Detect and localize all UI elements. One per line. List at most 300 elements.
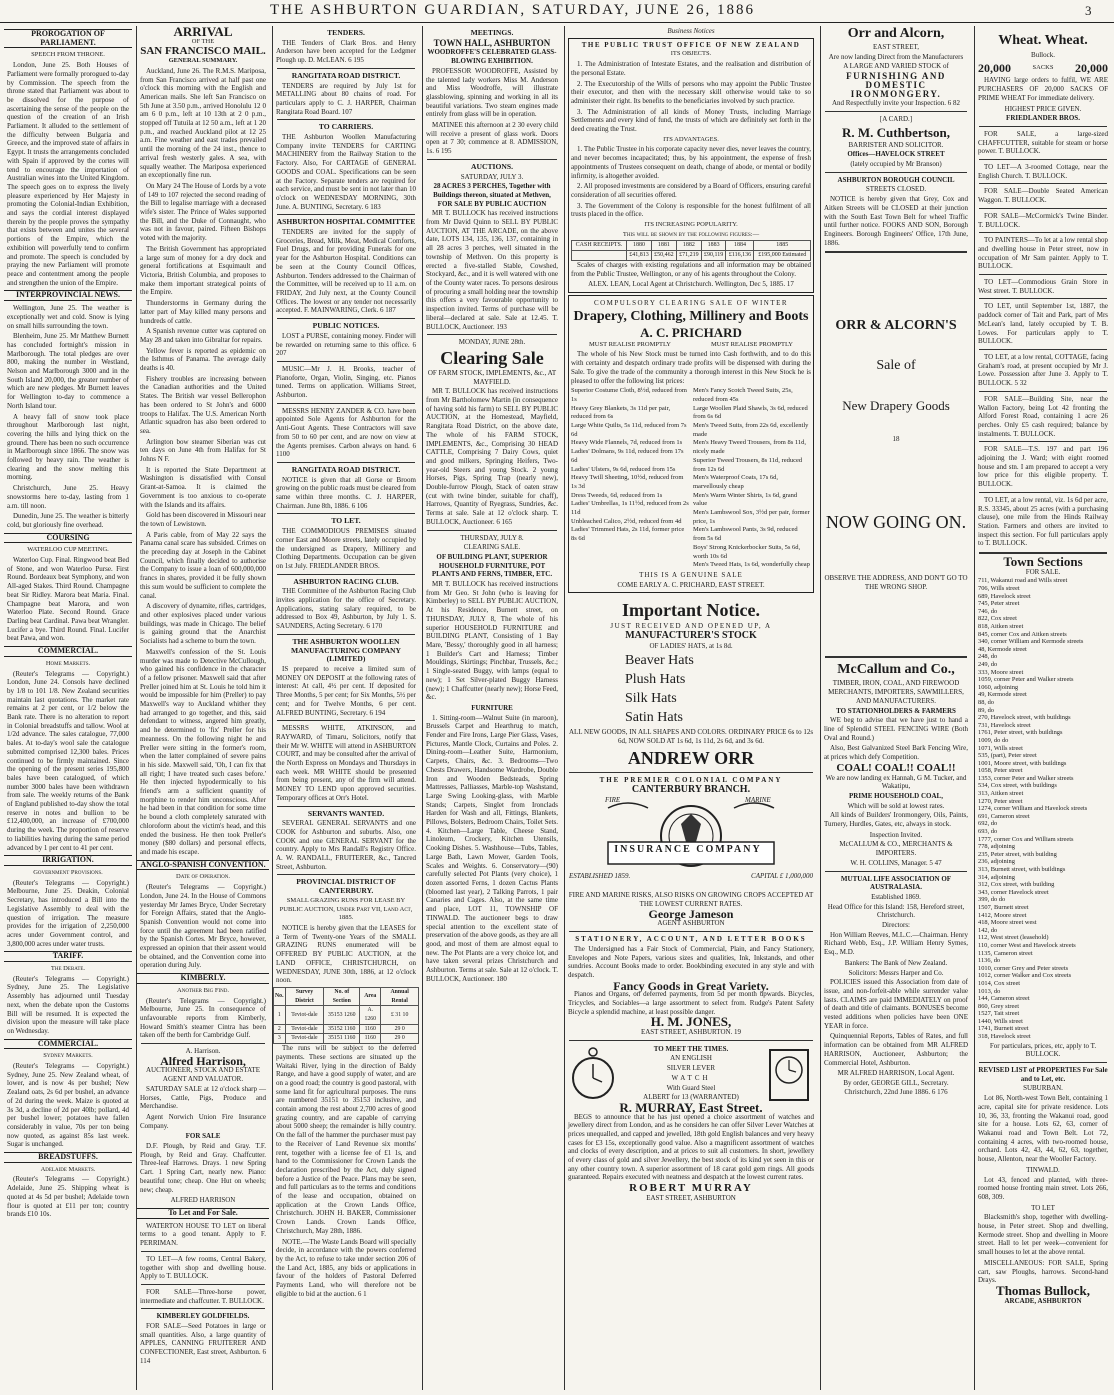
article-paragraph: Christchurch, June 25. Heavy snowstorms here to-day, lasting from 1 a.m. till noon. <box>7 484 129 510</box>
table-header: 1885 <box>754 241 811 251</box>
ad-title: Drapery, Clothing, Millinery and Boots <box>573 308 809 324</box>
sacks-count: 20,000 <box>978 60 1011 75</box>
headline-tariff: TARIFF. <box>4 951 132 962</box>
article-paragraph: (Reuter's Telegrams — Copyright.) Adelaide, June 25. Shipping wheat is quoted at 4s 5d per bushel; Adelaide town flour is quoted at £11 per ton; country brands £10 10s. <box>7 1175 129 1219</box>
ad-heading: THIS IS A GENUINE SALE <box>639 570 743 579</box>
ad-text: Agent Norwich Union Fire Insurance Company. <box>140 1112 266 1130</box>
list-item: 112, West street (leasehold) <box>978 934 1049 942</box>
subhead: ITS INCREASING POPULARITY. <box>644 221 738 229</box>
table-cell: 1160 <box>360 1034 381 1044</box>
list-item: Superior Costume Cloth, 8½d, reduced from 1s <box>571 387 687 403</box>
ad-heading: STATIONERY, ACCOUNT, AND LETTER BOOKS <box>575 935 807 944</box>
ad-text: Offices—HAVELOCK STREET <box>847 150 945 159</box>
list-item: 236, adjoining <box>978 858 1015 866</box>
ad-name: R. MURRAY, East Street. <box>619 1099 763 1115</box>
town-sections-list <box>975 577 1111 1040</box>
list-item: 535, (part), Peter street <box>978 752 1037 760</box>
ad-text: 3. The Administration of all kinds of Money Trusts, including Marriage Settlements and every kind of fund, the trusts of which are definitely set forth in the deed creating the Trust. <box>571 107 811 134</box>
list-item: 1270, Peter street <box>978 797 1023 805</box>
important-notice-title: Important Notice. <box>622 600 760 621</box>
list-item: 48, Kermode street <box>978 645 1027 653</box>
list-item: 1412, Moore street <box>978 911 1027 919</box>
ad-text: MR T. BULLOCK has received instructions from Mr Geo. St John (who is leaving for Kimberley) to SELL BY PUBLIC AUCTION, At his Residence, Burnett street, on THURSDAY, JULY 8, The whole of his superior HOUSEHOLD FURNITURE and BUILDING PLANT, Consisting of 1 Bay Mare, 'Bessy,' thoroughly good in all harness; 1 Builder's Cart and Harness; Timber Mouldings, Skirtings; Pinchbar, Trussels, &c.; 1 Single-seated Buggy, with lamps (equal to new); 1 Set Silver-plated Buggy Harness (new); 1 Chaffcutter (nearly new); Horse Feed, &c. <box>426 580 558 702</box>
table-cell: 1160 <box>360 1024 381 1034</box>
ad-title: Town Sections <box>1003 554 1083 570</box>
ad-text: LOST a PURSE, containing money. Finder will be rewarded on returning same to this office. 6 207 <box>276 331 416 358</box>
ad-text: Pianos and Organs, on deferred payments, from 5d per month upwards. Bicycles, Tricycles, and Sociables—a large assortment to select from. Rudge's Patent Safety Bicycle a splendid machine, at least possible danger. <box>568 990 814 1016</box>
ad-text: 1. Sitting-room—Walnut Suite (in maroon), Brussels Carpet and Hearthrug to match, Fender and Fire Irons, Large Pier Glass, Vases, Pictures, Mantle Clock, Curtains and Poles. 2. Dining-room—Leather Suite, Harmonium, Carpets, Chairs, &c. 3. Bedrooms—Two Chests Drawers, Handsome Wardrobe, Double Iron and Wooden Bedsteads, Spring Mattresses, Palliasses, Marble-top Washstand, Large Swing Looking-glass, with Marble Stands; Carpets, Singlet from Ironclads Harden for Wash and all, Fittings, Blankets, Pillows, Bolsters, Bedroom Chairs, Toilet Sets. 4. Kitchen—Large Table, Cheese Stand, Linoleum, Crockery, Kitchen Utensils, Cooking Dishes. 5. Washhouse—Tubs, Tables, Large Bath, Lawn Mower, Garden Tools, Scales and Weights. 6. Conservatory—(90) carefully selected Pot Plants (very choice), 1 dozen assorted Ferns, 1 dozen Cactus Plants (bloomed last year), 2 Talking Parrots, 1 pair Canaries and Cages. Also, at the same time and place, LOT 11, TOWNSHIP OF TINWALD. The auctioneer begs to draw special attention to the excellent state of preservation of the above goods, as they are all good, and most of them are almost equal to new. The Pot Plants are a very choice lot, and have taken several prizes Christchurch and Ashburton. Terms at sale. Sale at 12 o'clock. T. BULLOCK, Auctioneer. 180 <box>426 713 558 983</box>
ad-heading: THE PREMIER COLONIAL COMPANY <box>599 775 783 784</box>
ad-text: MATINEE this afternoon at 2 30 every child will receive a present of glass work. Doors open at 7 30; commence at 8. ADMISSION, 1s. 6 195 <box>426 121 558 156</box>
ad-text: NOTICE is hereby given that the LEASES for a Term of Twenty-one Years of the SMALL GRAZING RUNS enumerated will be OFFERED BY PUBLIC AUCTION, at the LAND OFFICE, CHRISTCHURCH, on WEDNESDAY, JUNE 30th, 1886, at 12 o'clock noon. <box>276 923 416 985</box>
page-number: 3 <box>1085 3 1092 18</box>
ad-text: SEVERAL GENERAL SERVANTS and one COOK for Ashburton and suburbs. Also, one COOK and one GENERAL SERVANT for the country. Apply to Mrs Randall's Registry Office. A. W. RANDALL, FRUITERER, &c., Tancred Street, Ashburton. <box>276 819 416 871</box>
table-header: No. <box>274 987 286 1005</box>
ad-signature: W. H. COLLINS, Manager. 5 47 <box>850 858 942 867</box>
list-item: 778, adjoining <box>978 843 1015 851</box>
ad-townhall: TOWN HALL, ASHBURTON <box>433 37 551 48</box>
newspaper-title: THE ASHBURTON GUARDIAN, SATURDAY, JUNE 26, 1886 <box>270 2 755 18</box>
list-item: 1012, corner Walker and Cox streets <box>978 972 1072 980</box>
ad-text: POLICIES issued this Association from date of issue, and non-forfeit-able while surrender value lasts. CLAIMS are paid IMMEDIATELY on proof of death and title of claimants. BONUSES become vested additions when policies have been ONE YEAR in force. <box>824 978 968 1030</box>
ad-heading: Fancy Goods in Great Variety. <box>613 978 769 993</box>
ad-text: THE Committee of the Ashburton Racing Club invites application for the office of Secretary. Applications, stating salary required, to be addressed to Box 49, Ashburton, by July 1. S. SAUNDERS, Acting Secretary. 6 170 <box>276 587 416 631</box>
ad-text: ARCADE, ASHBURTON <box>1004 1296 1082 1305</box>
table-header: 1883 <box>701 241 726 251</box>
table-header: 1884 <box>726 241 754 251</box>
ad-heading: OF BUILDING PLANT, SUPERIOR HOUSEHOLD FURNITURE, POT PLANTS AND FERNS, TIMBER, ETC. <box>431 552 553 579</box>
masthead <box>0 0 1114 23</box>
ad-text: MESSRS HENRY ZANDER & CO. have been appointed Sole Agents for Ashburton for the Anti-Gout Agents. These Contractors will save from 50 to 60 per cent, and are now on view at the Agents premises. Carbon always on hand. 6 1100 <box>276 406 416 459</box>
ad-clearing-sale: Clearing Sale <box>440 347 544 368</box>
list-item: 1353, corner Peter and Walker streets <box>978 774 1074 782</box>
ad-text: OBSERVE THE ADDRESS, AND DON'T GO TO THE WRONG SHOP. <box>824 574 968 591</box>
table-cell: £71,219 <box>676 251 701 261</box>
ad-text: NOTICE is hereby given that Grey, Cox and Aitken Streets will be CLOSED at their junction with the South East Town Belt for wheel Traffic until further notice. FOOKS AND SON, Borough Engineers. Borough Engineers' Office, 17th June, 1886. <box>824 195 968 247</box>
headline-interprovincial: INTERPROVINCIAL NEWS. <box>4 290 132 301</box>
ad-text: The whole of his New Stock must be turned into Cash forthwith, and to do this with certainty and despatch ordinary trade profits will be dispensed with during the Sale. To give the trade of the community a thorough interest in this New Stock he is pleased to offer the following list prices: <box>571 350 811 385</box>
hat-type: Plush Hats <box>625 672 686 688</box>
list-item: 312, Cox street, with building <box>978 881 1055 889</box>
ad-text: FOR SALE—T.S. 197 and part 196 adjoining the J. Ward; with eight roomed house and stn. I am prepared to accept a very low price for this eligible property. T. BULLOCK. <box>978 445 1108 489</box>
ad-text: THE Tenders of Clark Bros. and Henry Anderson have been accepted for the Ledgmer Plough up. D. McLEAN. 6 195 <box>276 38 416 65</box>
ad-text: Inspection Invited. <box>869 830 923 839</box>
list-item: 314, adjoining <box>978 873 1015 881</box>
list-item: 746, do <box>978 607 998 615</box>
article-paragraph: Yellow fever is reported as epidemic on the Isthmus of Panama. The average daily deaths is 40. <box>140 346 266 373</box>
ad-text: WE beg to advise that we have just to hand a line of Splendid STEEL FENCING WIRE (Both Oval and Round.) <box>824 716 968 742</box>
ad-text: HIGHEST PRICE GIVEN. <box>1004 104 1082 113</box>
list-item: 711, Wakanui road and Wills street <box>978 577 1068 585</box>
list-item: 235, Peter street, with building <box>978 850 1057 858</box>
section-heading: MEETINGS. <box>470 28 514 37</box>
table-header: 1880 <box>627 241 652 251</box>
ad-heading: ASHBURTON BOROUGH COUNCIL <box>837 175 955 184</box>
list-item: 745, Peter street <box>978 600 1020 608</box>
list-item: 270, Havelock street, with buildings <box>978 714 1071 722</box>
list-item: Men's Lambswool Sox, 3½d per pair, former price, 1s <box>693 509 810 525</box>
ad-text: Head Office for this Island: 158, Hereford street, Christchurch. <box>827 902 965 920</box>
list-item: 1009, do do <box>978 736 1009 744</box>
pocket-watch-icon <box>568 1044 618 1104</box>
emblem-marine-label: MARINE <box>745 796 771 805</box>
table-cell: 1 <box>274 1006 286 1024</box>
ad-title: Wheat. Wheat. <box>998 33 1088 48</box>
ad-name: A. C. PRICHARD <box>640 324 742 340</box>
list-item: 693, do <box>978 828 998 836</box>
ad-heading: TINWALD. <box>1026 1165 1060 1174</box>
two-column-block <box>571 340 811 351</box>
table-cell: 29 0 <box>381 1034 419 1044</box>
ad-text: PROFESSOR WOODROFFE, Assisted by the talented lady workers Miss M. Anderson and Miss Woodroffe, will illustrate glassblowing, spinning and working in all its beautiful variations. Two steam engines made entirely from glass will be in operation. <box>426 66 558 119</box>
subhead: Sydney Markets. <box>43 1052 93 1060</box>
ad-text: FOR SALE. <box>1025 567 1061 576</box>
ad-heading: MUST REALISE PROMPTLY <box>589 340 671 348</box>
ad-text: TO LET—Commodious Grain Store in West street. T. BULLOCK. <box>978 278 1108 295</box>
ad-text: Solicitors: Messrs Harper and Co. <box>848 968 944 977</box>
hat-type: Beaver Hats <box>625 653 694 669</box>
table-header: Area <box>360 987 381 1005</box>
emblem-fire-label: FIRE <box>605 796 621 805</box>
ad-text: MR T. BULLOCK has received instructions from Mr Bartholomew Martin (in consequence of having sold his farm) to SELL BY PUBLIC AUCTION, at the Homestead, Mayfield, Rangitata Road District, on the above date, The whole of his FARM STOCK, IMPLEMENTS, &c., Comprising 30 HEAD CATTLE, Comprising 7 Dairy Cows, quiet and good milkers, Springing Heifers, Two-year-old Steers and young Stock. 2 young Horses, Pigs, Spring Trap (nearly new), Double-furrow Plough, Stack of oaten straw (cut with twine binder, suitable for chaff), Harrows, Quantity of Ryegrass, Sundries, &c. Terms at sale. Sale at 12 o'clock sharp. T. BULLOCK, Auctioneer. 6 165 <box>426 387 558 526</box>
subhead: This will be shown by the following figures:— <box>622 230 760 238</box>
ad-heading: PRIME HOUSEHOLD COAL, <box>849 791 943 800</box>
headline-commercial: COMMERCIAL. <box>4 646 132 657</box>
ad-text: MUSIC—Mr J. H. Brooks, teacher of Pianoforte, Organ, Violin, Singing, etc. Pianos tuned. Terms on application. Williams Street, Ashburton. <box>276 364 416 400</box>
section-heading: PROVINCIAL DISTRICT OF CANTERBURY. <box>296 877 396 896</box>
table-cell: 2 <box>274 1024 286 1034</box>
column-5 <box>564 26 817 1390</box>
headline-mail: SAN FRANCISCO MAIL. <box>140 45 266 58</box>
ad-name: H. M. JONES, <box>650 1014 732 1030</box>
subhead: Date of Operation. <box>176 873 230 881</box>
headline-convention: ANGLO-SPANISH CONVENTION. <box>137 860 269 871</box>
ad-text: THE Ashburton Woollen Manufacturing Company invite TENDERS for CARTING MACHINERY from the Railway Station to the Factory. Also, For CARTAGE of GENERAL GOODS and COAL. Specifications can be seen at the Factory. Separate tenders are required for each service, and must be sent in not later than 10 o'clock on WEDNESDAY MORNING, 30th June. A. BUNTING, Secretary. 6 183 <box>276 133 416 211</box>
ad-text: Established 1869. <box>871 892 921 901</box>
article-paragraph: A discovery of dynamite, rifles, cartridges, and other explosives placed under various buildings, was made in Chicago. The belief is gaining ground that the Anarchist Socialists had a scheme to burn the town. <box>140 602 266 646</box>
subhead: The Debate. <box>50 965 86 973</box>
ad-text: HAVING large orders to fulfil, WE ARE PURCHASERS OF 20,000 SACKS OF PRIME WHEAT For immediate delivery. <box>978 76 1108 102</box>
ad-text: TO LET—A few rooms, Central Bakery, together with shop and dwelling house. Apply to T. BULLOCK. <box>140 1254 266 1281</box>
clock-icon <box>764 1044 814 1104</box>
list-item: Ladies' Trimmed Hats, 2s 11d, former price 8s 6d <box>571 526 685 543</box>
list-item: Unbleached Calico, 2½d, reduced from 4d <box>571 517 682 525</box>
list-item: 1777, corner Cox and William streets <box>978 835 1074 843</box>
ad-text: TO LET—A 3-roomed Cottage, near the English Church. T. BULLOCK. <box>978 163 1108 180</box>
section-heading: TO LET. <box>331 516 361 526</box>
headline-tolet: To Let and For Sale. <box>137 1208 269 1219</box>
article-paragraph: (Reuter's Telegrams — Copyright.) Sydney, June 25. The Legislative Assembly has adjourned until Tuesday next, when the debate upon the Customs Bill will be resumed. It is expected the division upon the measure will take place on Wednesday. <box>7 974 129 1035</box>
ad-text: [A CARD.] <box>879 114 913 123</box>
list-item: Dress Tweeds, 6d, reduced from 1s <box>571 491 663 499</box>
subhead: WATERLOO CUP MEETING. <box>27 546 109 554</box>
ad-text: Bullock. <box>1031 51 1055 59</box>
list-item: 418, Moore street west <box>978 919 1037 927</box>
subhead: Government Provisions. <box>33 868 103 876</box>
headline-kimberly: KIMBERLY. <box>137 973 269 984</box>
table-cell: 35152 1160 <box>324 1024 360 1034</box>
list-item: 818, Aitken street <box>978 623 1024 631</box>
ad-heading: COMPULSORY CLEARING SALE OF WINTER <box>593 298 789 307</box>
sacks-count: 20,000 <box>1075 60 1108 75</box>
column-7 <box>974 26 1111 1390</box>
ad-text: NOTICE is given that all Gorse or Broom growing on the public roads must be cleared from same within three months. C. J. HARPER, Chairman. June 8th, 1886. 6 106 <box>276 475 416 510</box>
ad-heading: MANUFACTURER'S STOCK <box>625 630 757 642</box>
list-item: 1014, Cox street <box>978 979 1021 987</box>
price-list-left <box>571 387 689 570</box>
ad-heading: TO STATIONHOLDERS & FARMERS <box>836 706 956 715</box>
ad-text: Quinquennial Reports, Tables of Rates, and full information can be obtained from MR ALFRED HARRISON, Auctioneer, Ashburton; the Commercial Hotel, Ashburton. <box>824 1032 968 1067</box>
ad-heading: New Drapery Goods <box>842 398 950 414</box>
article-paragraph: On Mary 24 The House of Lords by a vote of 149 to 107 rejected the second reading of the Bill to legalise marriage with a deceased wife's sister. The Prince of Wales supported the Bill, and the Duke of Connaught, who was not in favour, paired. Fifteen Bishops voted with the majority. <box>140 181 266 243</box>
ad-text: 1. The Administration of Intestate Estates, and the realisation and distribution of the personal Estate. <box>571 60 811 77</box>
list-item: 1136, do <box>978 957 1001 965</box>
list-item: Men's Heavy Tweed Trousers, from 8s 11d, nicely made <box>693 439 807 456</box>
table-row <box>274 1034 419 1044</box>
list-item: 110, corner West and Havelock streets <box>978 941 1076 949</box>
ad-text: TO LET, at a low rental, COTTAGE, facing Graham's road, at present occupied by Mr J. Lowe. Possession after June 3. Apply to T. BULLOCK. 5 32 <box>978 352 1108 388</box>
section-heading: TO CARRIERS. <box>318 122 374 132</box>
ad-forsale: FOR SALE <box>185 1132 221 1141</box>
list-item: 1060, adjoining <box>978 683 1019 691</box>
list-item: 822, Cox street <box>978 615 1017 623</box>
list-item: 89, do <box>978 706 994 714</box>
article-paragraph: (Reuter's Telegrams — Copyright.) Sydney, June 25. New Zealand wheat, of lower, and is now 4s per bushel; New Zealand oats, 2s 6d per bushel, an advance of 2d during the week. Maize is quoted at 3s 3d, a decline of 2d per 40lb; pollard, 4d per bushel lower; potatoes have fallen considerably in value, 70s per ton being now quoted, as against 85s last week. Sugar is unchanged. <box>7 1062 129 1149</box>
article-paragraph: Fishery troubles are increasing between the Canadian authorities and the United States. The British war vessel Bellerophon has been ordered to St John's and 6000 troops to Halifax. The U.S. American North Atlantic squadron has also been ordered to sea. <box>140 374 266 435</box>
ad-text: 3. The Government of the Colony is responsible for the honest fulfilment of all trusts placed in the office. <box>571 201 811 219</box>
ad-text: WATERTON HOUSE TO LET on liberal terms to a good tenant. Apply to F. PERRIMAN. <box>140 1221 266 1248</box>
sacks-banner <box>975 60 1111 75</box>
ad-signature: FRIEDLANDER BROS. <box>1006 114 1080 123</box>
list-item: 144, Cameron street <box>978 995 1030 1003</box>
hat-type: Silk Hats <box>625 691 677 707</box>
capital-label: CAPITAL £ 1,000,000 <box>751 872 813 881</box>
ad-text: And Respectfully invite your Inspection. 6 82 <box>831 99 961 108</box>
ad-text: Also, Best Galvanized Steel Bark Fencing Wire, at prices which defy Competition. <box>824 744 968 762</box>
article-paragraph: A heavy fall of snow took place throughout Marlborough last night, covering the hills and lying thick on the ground. There has been no such occurrence in Marlborough since 1866. The snow was followed by heavy rain. The weather is clearing and the snow melting this morning. <box>7 412 129 482</box>
section-heading: RANGITATA ROAD DISTRICT. <box>291 70 401 80</box>
list-item: Superior Tweed Trousers, 8s 11d, reduced from 12s 6d <box>693 456 803 473</box>
table-cell: £116,136 <box>726 251 754 261</box>
article-paragraph: A Spanish revenue cutter was captured on May 28 and taken into Gibraltar for repairs. <box>140 327 266 344</box>
table-cell: Teviot-dale <box>285 1006 324 1024</box>
ad-heading: COAL! COAL!! COAL!! <box>836 761 956 774</box>
ad-text: EAST STREET, ASHBURTON <box>646 1193 736 1202</box>
list-item: Men's Warm Winter Shirts, 1s 6d, grand value <box>693 491 798 508</box>
sale-date: MONDAY, JUNE 28th. <box>458 338 526 347</box>
headline-irrigation: IRRIGATION. <box>4 855 132 866</box>
subhead: SMALL GRAZING RUNS FOR LEASE BY PUBLIC AUCTION, Under Part VII, Land Act, 1885. <box>279 896 413 922</box>
subhead: Home Markets. <box>45 659 91 667</box>
section-heading: ASHBURTON HOSPITAL COMMITTEE <box>276 217 416 227</box>
article-paragraph: Blenheim, June 25. Mr Matthew Burnett has concluded fortnight's mission in Marlborough. The total pledges are over 800, making the number in Westland, Nelson and Marlborough 3000 and in the South Island 20,000, the greater number of which are new pledges. Mr Burnett leaves for Wellington to-day to commence a North Island tour. <box>7 332 129 410</box>
list-item: 845, corner Cox and Aitken streets <box>978 630 1067 638</box>
table-header: 1881 <box>651 241 676 251</box>
ad-name: Orr and Alcorn, <box>847 26 945 41</box>
list-item: Men's Tweed Hats, 1s 6d, wonderfully cheap <box>693 561 810 569</box>
ad-text: Are now landing Direct from the Manufacturers <box>828 52 964 61</box>
column-6 <box>820 26 971 1390</box>
list-item: 1059, corner Peter and Walker streets <box>978 676 1074 684</box>
ad-text: (lately occupied by Mr Branson) <box>850 160 942 169</box>
ad-name: ORR & ALCORN'S <box>835 318 957 334</box>
list-item: Ladies' Umbrellas, 1s 11½d, reduced from 2s 11d <box>571 500 689 517</box>
list-item: 340, corner William and Kermode streets <box>978 638 1084 646</box>
article-paragraph: (Reuter's Telegrams — Copyright.) Melbourne, June 25. Deakin, Colonial Secretary, has introduced a Bill into the Legislative Assembly to deal with the question of irrigation. The measure provides for the irrigation of 2,250,000 acres under Government control, and 3,800,000 acres under water trusts. <box>7 878 129 948</box>
column-4 <box>422 26 561 1390</box>
ad-text: With Guard Steel <box>666 1083 716 1092</box>
table-row <box>274 1024 419 1034</box>
ad-text: Directors: <box>882 921 910 930</box>
ad-heading: TO LET <box>1031 1203 1055 1212</box>
ad-heading: NOW GOING ON. <box>825 512 967 533</box>
list-item: Men's Lambswool Pants, 3s 9d, reduced from 5s 6d <box>693 526 798 543</box>
list-item: 142, do <box>978 926 998 934</box>
list-item: 691, Cameron street <box>978 812 1030 820</box>
subhead: SPEECH FROM THRONE. <box>31 51 105 59</box>
article-paragraph: Wellington, June 25. The weather is exceptionally wet and cold. Snow is lying on small hills surrounding the town. <box>7 304 129 330</box>
ad-signature: ALEX. LEAN, Local Agent at Christchurch. Wellington, Dec 5, 1885. 17 <box>588 280 794 289</box>
table-header: No. of Section <box>324 987 360 1005</box>
ad-text: IS prepared to receive a limited sum of MONEY ON DEPOSIT at the following rates of interest: At call, 4½ per cent. If deposited for Three Months, 5 per cent; for Six Months, 5½ per cent; and for Twelve Months, 6 per cent. ALFRED BUNTING, Secretary. 6 194 <box>276 665 416 717</box>
article-paragraph: Auckland, June 26. The R.M.S. Mariposa, from San Francisco arrived at half past one o'clock this morning with the English and American mails. She left San Francisco on 5th June at 3.50 p.m., arrived Honolulu 12 0 am 6 0 p.m., left at 10 13th at 2 0 p.m., stopped off Tutuila at 12 50 a.m., left at 1 20 p.m., and reached Auckland pilot at 12 25 a.m. Fine weather and east trades prevailed until the morning of the 24 inst., thence to arrival fresh westerly gales. A sea, with squally weather. The Mariposa experienced an exceptionally fine run. <box>140 66 266 180</box>
ad-text: BEGS to announce that he has just opened a choice assortment of watches and jewellery direct from London, and as he considers he can offer Silver Lever Watches at prices unequalled, and capped and jewelled, 18th gold English balances and very heavy cases for £3 15s, exceptionally good value. Also a magnificent assortment of watches and clocks of every description, and at prices to suit all customers. In short, jewellery of every class of gold and silver Jewellery, the best stock of its kind yet seen in this or any other country town. A superior assortment of 18 carat gold gem rings. All goods guaranteed. Repairs executed with neatness and despatch at the lowest current rates. <box>568 1112 814 1182</box>
ad-harrison-name: Alfred Harrison, <box>160 1053 246 1068</box>
ad-text: Scales of charges with existing regulations and all information may be obtained from the Public Trustee, Wellington, or any of his agents throughout the Colony. <box>571 260 811 278</box>
list-item: Ladies' Ulsters, 9s 6d, reduced from 15s <box>571 465 676 473</box>
ad-text: SATURDAY SALE at 12 o'clock sharp —Horses, Cattle, Pigs, Produce and Merchandise. <box>140 1084 266 1111</box>
section-heading: PUBLIC NOTICES. <box>312 321 380 331</box>
ad-harrison-card: A. Harrison. <box>185 1047 221 1056</box>
list-item: 1058, Peter street <box>978 767 1023 775</box>
list-item: 1013, do <box>978 987 1001 995</box>
ad-text: Which will be sold at lowest rates. <box>847 801 945 810</box>
ad-text: AN ENGLISH <box>670 1054 712 1063</box>
headline-coursing: COURSING <box>4 533 132 544</box>
ad-text: TENDERS are invited for the supply of Groceries, Bread, Milk, Meat, Medical Comforts, Fuel Drugs, and for providing Funerals for one year for the Ashburton Hospital. Conditions can be seen at the County Council Offices, Ashburton. Tenders addressed to the Chairman of the Committee, will be received up to 11 a.m. on FRIDAY, 2nd July next, at the County Council Offices. The lowest or any tender not necessarily accepted. F. MAINWARING, Clerk. 6 187 <box>276 228 416 315</box>
table-row <box>274 1006 419 1024</box>
ad-text: SILVER LEVER <box>666 1064 716 1073</box>
ad-text: FOR SALE—Building Site, near the Wallon Factory, being Lot 42 fronting the Alford Forest Road, containing 1 acre 26 perches. Only £5 cash required; balance by instalments. T. BULLOCK. <box>978 394 1108 438</box>
list-item: 333, Moore street <box>978 668 1024 676</box>
ad-text: ALBERT for 13 (WARRANTED) <box>643 1093 739 1102</box>
list-item: Boys' Strong Knickerbocker Suits, 5s 6d, worth 10s 6d <box>693 543 801 560</box>
ad-text: MR ALFRED HARRISON, Local Agent. <box>837 1069 955 1078</box>
ad-signature: COME EARLY A. C. PRICHARD, EAST STREET. <box>617 580 765 589</box>
ad-signature: By order, GEORGE GILL, Secretary. Christchurch, 22nd June 1886. 6 176 <box>843 1079 949 1096</box>
ad-harrison-trade: AUCTIONEER, STOCK AND ESTATE AGENT AND VALUATOR. <box>145 1066 261 1084</box>
ad-text: Sale of <box>876 358 916 374</box>
ad-heading: MUTUAL LIFE ASSOCIATION OF AUSTRALASIA. <box>840 874 952 892</box>
ad-text: Lot 86, North-west Town Belt, containing 1 acre, capital site for private residence. Lots 10, 36, 33, fronting the Wakanui road, good site for a house. Lots 62, 63, corner of Wakanui road and Town Belt. Lot 72, containing 4 acres, with two-roomed house, orchard. Lots 42, 43, 44, 62, 63, together, house, Allenton, near the Wooller Factory. <box>978 1094 1108 1164</box>
list-item: 49, Kermode street <box>978 691 1027 699</box>
headline-breadstuffs: BREADSTUFFS. <box>4 1152 132 1163</box>
section-heading: AUCTIONS. <box>471 161 513 171</box>
list-item: Large White Quilts, 5s 11d, reduced from 7s 6d <box>571 422 687 438</box>
ad-text: 1. The Public Trustee in his corporate capacity never dies, never leaves the country, and never becomes incapacitated; thus, by his appointment, the expense of fresh appointments of Trustees consequent on death, change of abode, or mental or bodily infirmity, is altogether avoided. <box>571 145 811 180</box>
list-item: 1741, Burnett street <box>978 1025 1029 1033</box>
ad-text: A LARGE AND VARIED STOCK of <box>843 62 949 71</box>
list-item: 248, do <box>978 653 998 661</box>
receipts-table <box>571 240 811 260</box>
column-2 <box>136 26 269 1390</box>
table-header: 1882 <box>676 241 701 251</box>
price-lists <box>571 387 811 570</box>
ad-heading: FURNISHING AND DOMESTIC IRONMONGERY. <box>846 71 946 99</box>
table-cell: A. 1260 <box>360 1006 381 1024</box>
article-paragraph: It is reported the State Department at Washington is dissatisfied with Consul Grant-at-Samoa. It is claimed the Government is too anxious to co-operate with the Islands and its affairs. <box>140 465 266 509</box>
ad-number: 18 <box>892 435 900 444</box>
sale-date: THURSDAY, JULY 8. <box>460 533 524 542</box>
list-item: 731, Havelock street <box>978 721 1031 729</box>
prichard-ad <box>568 295 814 593</box>
ad-heading: CANTERBURY BRANCH. <box>631 783 751 795</box>
article-paragraph: Waterloo Cup. Final. Ringwood beat Bed of Stone, and won Waterloo Purse. First Round. Bordeaux beat Symphony, and won All-aged Stakes. Third Round. Champagne beat Sir Ridley. Marora beat Maria. Final. Champagne beat Marora, and won Waterloo Plate. Second Round. Grace Darling beat Cardinal. Pawa beat Wrangler. Lucifer a bye. Third Round. Final. Lucifer beat Pawa, and won. <box>7 556 129 643</box>
ad-title: THE PUBLIC TRUST OFFICE OF NEW ZEALAND <box>581 40 801 49</box>
ad-text: 2. All proposed investments are considered by a Board of Officers, ensuring careful consideration of all securities offered. <box>571 182 811 199</box>
section-label: Business Notices <box>667 27 715 35</box>
article-paragraph: The British Government has appropriated a large sum of money for a dry dock and general fortifications at Esquimault and Victoria, British Columbia, and proposes to make them important strategical points of the Empire. <box>140 244 266 297</box>
ad-text: THE COMMODIOUS PREMISES situated corner East and Moore streets, lately occupied by the undersigned as Drapery, Millinery and Clothing Departments. Occupation can be given on 1st July. FRIEDLANDER BROS. <box>276 527 416 570</box>
ad-text: For particulars, prices, etc, apply to T. BULLOCK. <box>989 1041 1097 1059</box>
ad-text: AGENT ASHBURTON <box>657 919 725 928</box>
list-item: 1001, Moore street, with buildings <box>978 759 1067 767</box>
ad-name: George Jameson <box>648 906 734 921</box>
ad-text: FOR SALE—McCormick's Twine Binder. T. BULLOCK. <box>978 211 1108 229</box>
list-item: 1071, Wills street <box>978 744 1023 752</box>
ad-signature: ALFRED HARRISON <box>170 1196 236 1205</box>
list-item: 399, do do <box>978 896 1006 904</box>
ad-text: MISCELLANEOUS: FOR SALE, Spring cart, saw Ploughs, harrows. Second-hand Drays. <box>978 1258 1108 1285</box>
ad-text: EAST STREET, <box>872 43 920 51</box>
runs-table <box>273 987 419 1044</box>
list-item: 343, corner Havelock street <box>978 888 1049 896</box>
list-item: Men's Tweed Suits, from 22s 6d, excellently made <box>693 422 809 438</box>
ad-heading: STREETS CLOSED. <box>865 185 927 194</box>
column-3 <box>272 26 419 1390</box>
ad-heading: KIMBERLEY GOLDFIELDS. <box>156 1312 250 1321</box>
headline-commercial-2: COMMERCIAL. <box>4 1039 132 1050</box>
list-item: Heavy Twill Sheeting, 10½d, reduced from 1s 3d <box>571 474 684 490</box>
article-paragraph: A Paris cable, from of May 22 says the Panama canal scare has subsided. Crimes on the preceding day at Joseph in the Cabinet Council, which finally decided to authorise the Company to issue a loan of 600,000,000 francs in shares, provided it be fully shown this sum would be sufficient to complete the canal. <box>140 530 266 600</box>
ad-text: TO PAINTERS—To let at a low rental shop and dwelling house in Peter street, now in occupation of Mr Sam painter. Apply to T. BULLOCK. <box>978 236 1108 271</box>
table-row <box>572 251 811 261</box>
sacks-label: SACKS <box>1032 63 1054 71</box>
list-item: 692, do <box>978 820 998 828</box>
section-heading: SERVANTS WANTED. <box>307 808 385 818</box>
ad-text: Hon William Reeves, M.L.C.—Chairman. Henry Richard Webb, Esq., J.P. William Henry Symes, Esq., M.D. <box>824 930 968 957</box>
table-cell: £41,813 <box>627 251 652 261</box>
ad-glassblowing: WOODROFFE'S CELEBRATED GLASS-BLOWING EXHIBITION. <box>427 48 557 66</box>
ad-text: ALL NEW GOODS, IN ALL SHAPES AND COLORS. ORDINARY PRICE 6s to 12s 6d, NOW SOLD AT 1s 6d, 1s 11d, 2s 6d, and 3s 6d. <box>568 728 814 746</box>
ad-text: D.F. Plough, by Reid and Gray. T.F. Plough, by Reid and Gray. Chaffcutter. Three-leaf Harrows. Drays. 1 new Spring Cart. 1 Spring Cart, nearly new. Piano: beautiful tone; cheap. One Hut on wheels; new; cheap. <box>140 1142 266 1194</box>
ad-heading: JUST RECEIVED AND OPENED UP, A <box>610 622 772 631</box>
table-cell: £ 31 10 <box>381 1006 419 1024</box>
ad-text: We are now landing ex Hannah, G M. Tucker, and Wakatipu, <box>825 773 967 791</box>
ad-text: BARRISTER AND SOLICITOR. <box>848 140 944 149</box>
list-item: 88, do <box>978 698 994 706</box>
list-item: 313, Aitken street <box>978 790 1024 798</box>
ad-heading: MUST REALISE PROMPTLY <box>711 340 793 348</box>
list-item: Ladies' Dolmans, 9s 11d, reduced from 17s 6d <box>571 448 684 464</box>
ad-text: Lot 43, fenced and planted, with three-roomed house fronting main street. Lots 266, 608, 309. <box>978 1175 1108 1201</box>
ad-text: FOR SALE—Seed Potatoes in large or small quantities. Also, a large quantity of APPLES, CANNING FRUITERER AND CONFECTIONER, East street, Ashburton. 6 114 <box>140 1322 266 1365</box>
subhead: ITS ADVANTAGES. <box>663 135 719 143</box>
table-cell <box>572 251 627 261</box>
section-heading: ASHBURTON RACING CLUB. <box>293 576 399 586</box>
list-item: 1761, Peter street, with buildings <box>978 729 1063 737</box>
article-paragraph: Dunedin, June 25. The weather is bitterly cold, but gloriously fine overhead. <box>7 512 129 529</box>
